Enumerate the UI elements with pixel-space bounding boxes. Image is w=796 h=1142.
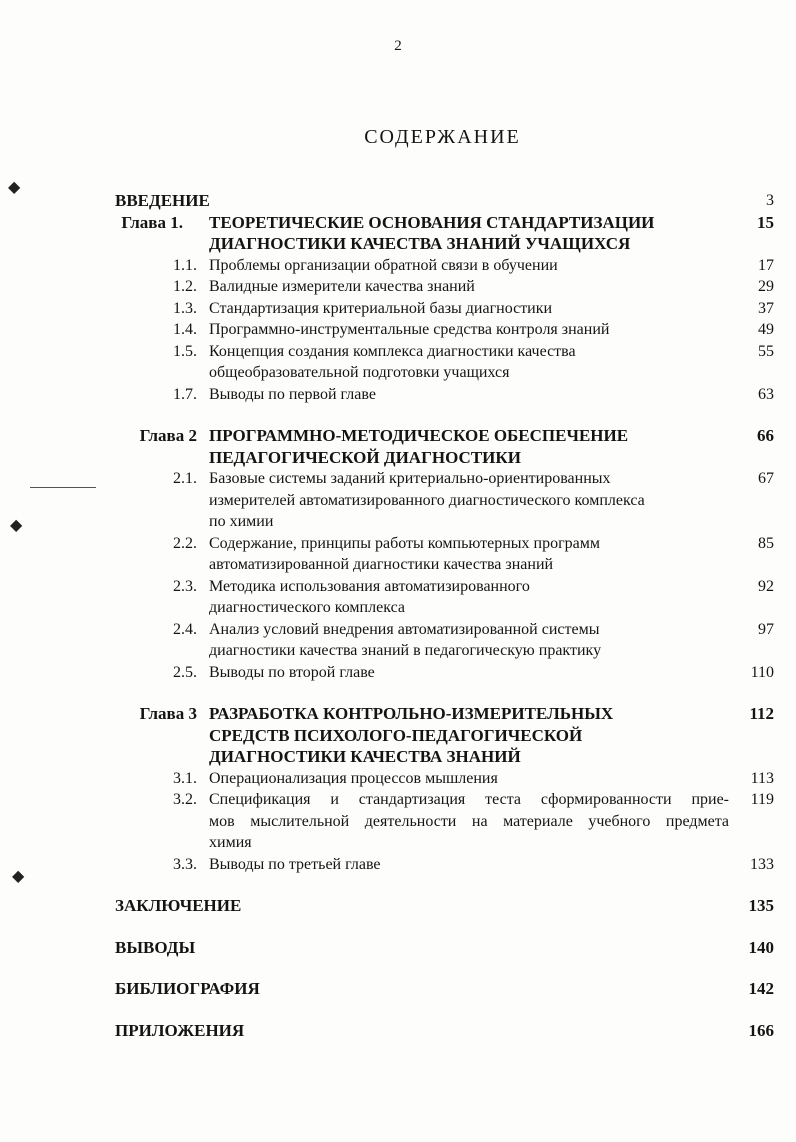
toc-section[interactable]	[0, 768, 796, 790]
toc-entry-page: 3	[766, 192, 774, 209]
toc-entry-title	[115, 978, 635, 1000]
page-number: 2	[394, 38, 402, 54]
toc-entry-page: 92	[758, 577, 774, 595]
toc-entry-title-line: Проблемы организации обратной связи в обучении	[209, 256, 558, 274]
page-title: СОДЕРЖАНИЕ	[364, 126, 521, 148]
toc-entry-number: 2.3.	[173, 577, 197, 595]
toc-entry-title	[115, 1020, 635, 1042]
toc-end-section[interactable]	[0, 1020, 796, 1042]
toc-entry-page: 29	[758, 278, 774, 295]
toc-entry-number: 3.1.	[173, 769, 197, 787]
toc-entry-title	[209, 703, 729, 768]
toc-entry-title-line: Выводы по первой главе	[209, 385, 376, 403]
toc-entry-title-line: диагностического комплекса	[209, 599, 405, 616]
toc-entry-title	[209, 619, 729, 662]
toc-entry-title-line: Валидные измерители качества знаний	[209, 278, 475, 295]
toc-entry-title-line: Стандартизация критериальной базы диагностики	[209, 299, 553, 317]
toc-entry-number: Глава 2	[139, 426, 197, 445]
toc-entry-number: 2.4.	[173, 620, 197, 638]
binding-hole-mark: ◆	[8, 179, 21, 196]
toc-entry-title-line: ДИАГНОСТИКИ КАЧЕСТВА ЗНАНИЙ	[209, 747, 521, 766]
toc-entry-title-line: ЗАКЛЮЧЕНИЕ	[115, 896, 242, 915]
toc-entry-number: 2.2.	[173, 534, 197, 552]
toc-entry-title	[209, 662, 729, 684]
toc-entry-number: 1.4.	[173, 321, 197, 338]
toc-entry-title	[209, 276, 729, 298]
toc-entry-title	[209, 468, 729, 533]
toc-entry-number: Глава 1.	[121, 212, 183, 232]
toc-entry-title	[115, 895, 635, 917]
toc-entry-title	[209, 768, 729, 790]
toc-entry-title-line: ПЕДАГОГИЧЕСКОЙ ДИАГНОСТИКИ	[209, 447, 521, 467]
toc-section[interactable]	[0, 298, 796, 320]
toc-entry-title-line: ТЕОРЕТИЧЕСКИЕ ОСНОВАНИЯ СТАНДАРТИЗАЦИИ	[209, 212, 655, 232]
toc-entry-number: 2.5.	[173, 663, 197, 681]
toc-section[interactable]	[0, 319, 796, 341]
toc-entry-title	[209, 533, 729, 576]
toc-entry-title-line: ПРИЛОЖЕНИЯ	[115, 1020, 245, 1040]
toc-entry-title-line: СРЕДСТВ ПСИХОЛОГО-ПЕДАГОГИЧЕСКОЙ	[209, 725, 583, 745]
toc-entry-page: 113	[750, 769, 774, 787]
toc-entry-page: 85	[758, 534, 774, 552]
toc-entry-title-line: диагностики качества знаний в педагогическую практику	[209, 642, 602, 659]
toc-entry-page: 49	[758, 321, 774, 338]
toc-entry-page: 67	[758, 470, 774, 487]
toc-entry-number: 1.2.	[173, 278, 197, 295]
toc-entry-page: 66	[757, 426, 774, 445]
binding-hole-mark: ◆	[10, 517, 23, 534]
toc-entry-page: 140	[748, 937, 774, 957]
toc-entry-title	[115, 190, 635, 212]
toc-end-section[interactable]	[0, 895, 796, 917]
toc-entry-title	[209, 384, 729, 406]
toc-entry-title	[209, 298, 729, 320]
toc-entry-page: 142	[748, 979, 774, 998]
toc-entry-page: 110	[750, 663, 774, 681]
toc-entry-number: 1.5.	[173, 342, 197, 360]
toc-entry-title	[115, 937, 635, 959]
toc-chapter[interactable]	[0, 212, 796, 255]
table-of-contents	[0, 190, 796, 1041]
toc-entry-page: 97	[758, 620, 774, 638]
toc-chapter[interactable]	[0, 425, 796, 468]
toc-entry-title-line: Спецификация и стандартизация теста сформированности прие-	[209, 791, 729, 808]
toc-intro[interactable]	[0, 190, 796, 212]
toc-entry-title-line: РАЗРАБОТКА КОНТРОЛЬНО-ИЗМЕРИТЕЛЬНЫХ	[209, 704, 614, 723]
toc-section[interactable]	[0, 662, 796, 684]
toc-entry-title-line: автоматизированной диагностики качества знаний	[209, 556, 554, 573]
toc-end-section[interactable]	[0, 937, 796, 959]
toc-entry-title	[209, 576, 729, 619]
toc-entry-page: 133	[750, 855, 774, 873]
binding-hole-mark: ◆	[12, 868, 25, 885]
toc-section[interactable]	[0, 468, 796, 533]
toc-entry-page: 119	[750, 791, 774, 808]
toc-section[interactable]	[0, 576, 796, 619]
toc-entry-number: 2.1.	[173, 470, 197, 487]
toc-section[interactable]	[0, 276, 796, 298]
toc-entry-title-line: ВЫВОДЫ	[115, 937, 196, 957]
toc-section[interactable]	[0, 384, 796, 406]
toc-entry-page: 166	[748, 1020, 774, 1040]
toc-entry-page: 55	[758, 342, 774, 360]
toc-entry-page: 37	[758, 299, 774, 317]
toc-section[interactable]	[0, 533, 796, 576]
toc-entry-title	[209, 319, 729, 341]
toc-section[interactable]	[0, 619, 796, 662]
toc-entry-title	[209, 341, 729, 384]
toc-entry-title	[209, 212, 729, 255]
toc-entry-page: 15	[757, 212, 774, 232]
toc-entry-title-line: по химии	[209, 513, 274, 530]
toc-entry-title-line: Программно-инструментальные средства контроля знаний	[209, 321, 610, 338]
toc-entry-title-line: Базовые системы заданий критериально-ориентированных	[209, 470, 611, 487]
toc-entry-title	[209, 425, 729, 468]
toc-section[interactable]	[0, 341, 796, 384]
toc-entry-title-line: Выводы по второй главе	[209, 663, 375, 681]
toc-entry-title-line: Анализ условий внедрения автоматизированной системы	[209, 620, 600, 638]
toc-entry-page: 135	[748, 896, 774, 915]
toc-entry-number: 3.2.	[173, 791, 197, 808]
toc-entry-title-line: общеобразовательной подготовки учащихся	[209, 364, 510, 381]
toc-entry-title	[209, 789, 729, 854]
toc-entry-title-line: ВВЕДЕНИЕ	[115, 191, 210, 210]
toc-entry-title	[209, 255, 729, 277]
toc-chapter[interactable]	[0, 703, 796, 768]
toc-entry-title-line: БИБЛИОГРАФИЯ	[115, 979, 260, 998]
toc-entry-number: 1.3.	[173, 299, 197, 317]
toc-section[interactable]	[0, 255, 796, 277]
toc-entry-title-line: ПРОГРАММНО-МЕТОДИЧЕСКОЕ ОБЕСПЕЧЕНИЕ	[209, 426, 629, 445]
toc-entry-title-line: Методика использования автоматизированного	[209, 577, 530, 595]
toc-entry-number: 3.3.	[173, 855, 197, 873]
toc-entry-page: 112	[749, 704, 774, 723]
toc-entry-title-line: Содержание, принципы работы компьютерных программ	[209, 534, 600, 552]
toc-end-section[interactable]	[0, 978, 796, 1000]
toc-entry-title-line: Операционализация процессов мышления	[209, 769, 498, 787]
toc-section[interactable]	[0, 789, 796, 854]
toc-entry-title-line: измерителей автоматизированного диагностического комплекса	[209, 491, 645, 509]
toc-entry-title-line: мов мыслительной деятельности на материале учебного предмета	[209, 812, 729, 830]
toc-section[interactable]	[0, 854, 796, 876]
toc-entry-page: 63	[758, 385, 774, 403]
toc-entry-number: Глава 3	[139, 704, 197, 723]
toc-entry-title	[209, 854, 729, 876]
toc-entry-number: 1.1.	[173, 256, 197, 274]
toc-entry-title-line: химия	[209, 834, 252, 851]
toc-entry-number: 1.7.	[173, 385, 197, 403]
toc-entry-title-line: ДИАГНОСТИКИ КАЧЕСТВА ЗНАНИЙ УЧАЩИХСЯ	[209, 234, 631, 253]
toc-entry-title-line: Концепция создания комплекса диагностики качества	[209, 342, 576, 360]
toc-entry-page: 17	[758, 256, 774, 274]
toc-entry-title-line: Выводы по третьей главе	[209, 855, 381, 873]
